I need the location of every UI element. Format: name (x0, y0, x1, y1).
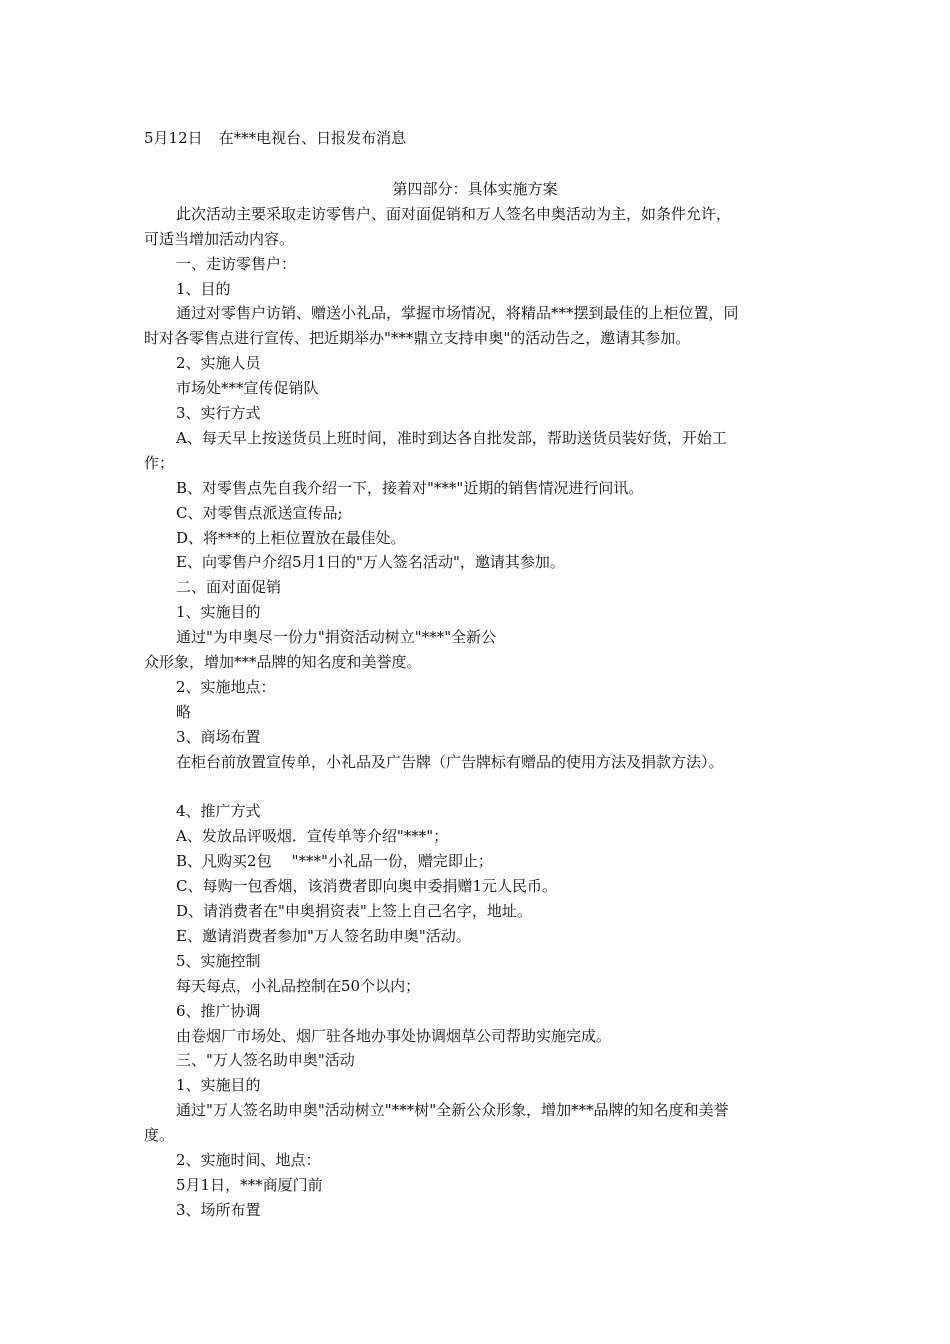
item-heading: 2、实施时间、地点： (176, 1151, 321, 1169)
date-label: 5月12日 (144, 129, 203, 147)
item-heading: 3、实行方式 (176, 404, 261, 422)
paragraph-line: E、邀请消费者参加"万人签名助申奥"活动。 (176, 927, 471, 945)
paragraph-line: 在柜台前放置宣传单，小礼品及广告牌（广告牌标有赠品的使用方法及捐款方法）。 (176, 753, 724, 771)
paragraph-line: 度。 (144, 1126, 175, 1144)
date-line (144, 128, 406, 148)
paragraph-line: A、每天早上按送货员上班时间，准时到达各自批发部，帮助送货员装好货，开始工 (176, 429, 727, 447)
paragraph-line: B、对零售点先自我介绍一下，接着对"***"近期的销售情况进行问讯。 (176, 479, 644, 497)
paragraph-line: C、对零售点派送宣传品; (176, 504, 343, 522)
item-heading: 4、推广方式 (176, 802, 261, 820)
paragraph-line: 通过"万人签名助申奥"活动树立"***树"全新公众形象，增加***品牌的知名度和美誉 (176, 1101, 729, 1119)
paragraph-line: C、每购一包香烟，该消费者即向奥申委捐赠1元人民币。 (176, 877, 558, 895)
paragraph-line: 众形象，增加***品牌的知名度和美誉度。 (144, 653, 422, 671)
item-heading: 3、商场布置 (176, 728, 261, 746)
subsection-heading: 二、面对面促销 (176, 578, 282, 596)
date-event: 在***电视台、日报发布消息 (218, 129, 407, 147)
section-heading: 第四部分：具体实施方案 (392, 180, 558, 198)
purchase-condition: B、凡购买2包 (176, 852, 272, 870)
gift-offer: "***"小礼品一份，赠完即止； (291, 852, 493, 870)
item-heading: 6、推广协调 (176, 1002, 261, 1020)
item-heading: 2、实施人员 (176, 354, 261, 372)
paragraph-line: 5月1日，***商厦门前 (176, 1176, 323, 1194)
paragraph-line: 通过"为申奥尽一份力"捐资活动树立"***"全新公 (176, 628, 497, 646)
paragraph-line: E、向零售户介绍5月1日的"万人签名活动"，邀请其参加。 (176, 553, 565, 571)
paragraph-line: 略 (176, 703, 192, 721)
subsection-heading: 一、走访零售户： (176, 255, 297, 273)
paragraph-line: D、将***的上柜位置放在最佳处。 (176, 529, 406, 547)
item-heading: 2、实施地点： (176, 678, 276, 696)
paragraph-line: 通过对零售户访销、赠送小礼品，掌握市场情况，将精品***摆到最佳的上柜位置，同 (176, 304, 739, 322)
item-heading: 1、实施目的 (176, 603, 261, 621)
subsection-heading: 三、"万人签名助申奥"活动 (176, 1051, 355, 1069)
paragraph-line: D、请消费者在"申奥捐资表"上签上自己名字，地址。 (176, 902, 532, 920)
item-heading: 3、场所布置 (176, 1201, 261, 1219)
paragraph-line: 市场处***宣传促销队 (176, 379, 319, 397)
paragraph-line: 每天每点，小礼品控制在50个以内； (176, 977, 421, 995)
paragraph-line (176, 851, 493, 871)
paragraph-line: 作； (144, 454, 175, 472)
paragraph-line: 此次活动主要采取走访零售户、面对面促销和万人签名申奥活动为主，如条件允许， (176, 205, 732, 223)
item-heading: 1、实施目的 (176, 1076, 261, 1094)
paragraph-line: A、发放品评吸烟．宣传单等介绍"***"； (176, 827, 449, 845)
paragraph-line: 时对各零售点进行宣传、把近期举办"***鼎立支持申奥"的活动告之，邀请其参加。 (144, 329, 691, 347)
item-heading: 5、实施控制 (176, 952, 261, 970)
paragraph-line: 可适当增加活动内容。 (144, 230, 295, 248)
item-heading: 1、目的 (176, 280, 231, 298)
paragraph-line: 由卷烟厂市场处、烟厂驻各地办事处协调烟草公司帮助实施完成。 (176, 1027, 612, 1045)
